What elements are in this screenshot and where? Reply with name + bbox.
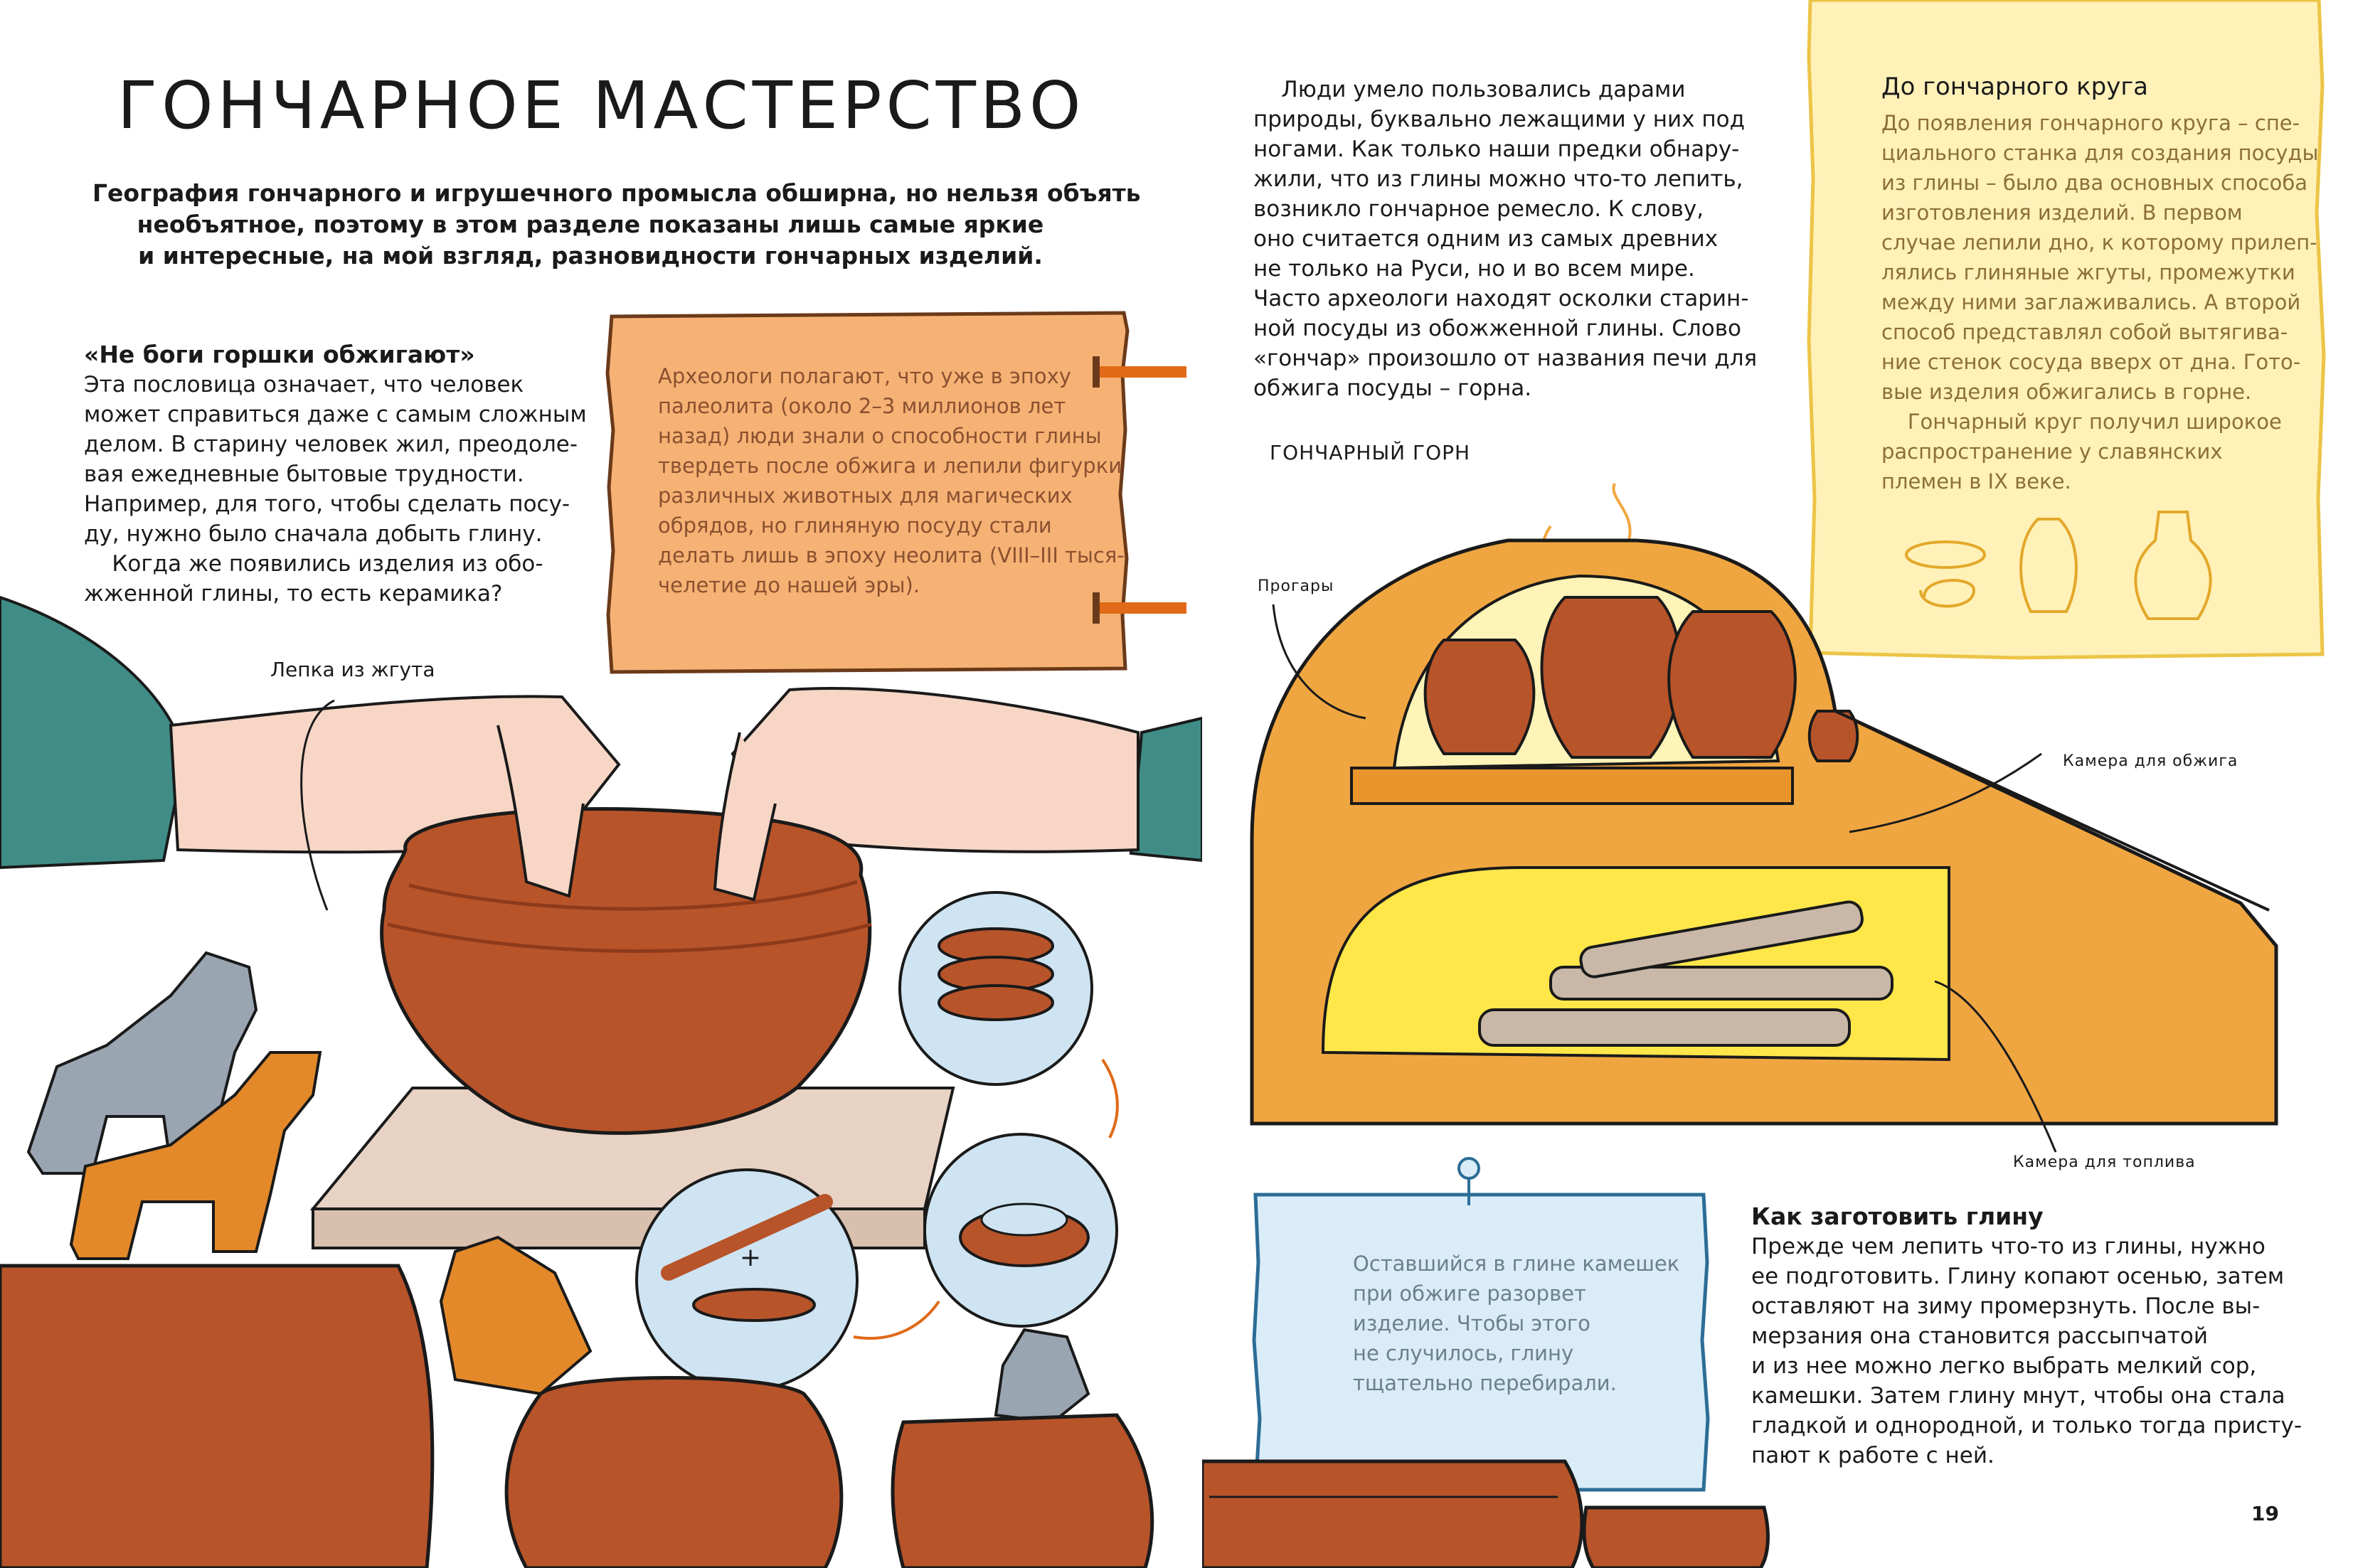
intro-line: География гончарного и игрушечного промысла обширна, но нельзя объять xyxy=(92,179,1141,207)
proverb-line: ду, нужно было сначала добыть глину. xyxy=(84,521,543,547)
column-line: природы, буквально лежащими у них под xyxy=(1253,107,1746,132)
scroll-line: палеолита (около 2–3 миллионов лет xyxy=(658,394,1066,418)
svg-text:+: + xyxy=(740,1243,762,1272)
scroll-note xyxy=(658,361,1125,600)
proverb-line: вая ежедневные бытовые трудности. xyxy=(84,462,524,487)
proverb-line: делом. В старину человек жил, преодоле- xyxy=(84,432,578,457)
proverb-line: Эта пословица означает, что человек xyxy=(84,372,524,398)
proverb-line: жженной глины, то есть керамика? xyxy=(84,581,503,607)
box-line: изготовления изделий. В первом xyxy=(1881,201,2243,225)
proverb-line: Когда же появились изделия из обо- xyxy=(84,551,543,577)
kiln-pot xyxy=(1542,597,1681,757)
column-line: ногами. Как только наши предки обнару- xyxy=(1253,137,1740,162)
clay-block xyxy=(1751,1202,2313,1471)
intro-line: необъятное, поэтому в этом разделе показаны лишь самые яркие xyxy=(137,210,1044,238)
scroll-line: делать лишь в эпоху неолита (VIII–III тыся- xyxy=(658,543,1125,567)
proverb-heading: «Не боги горшки обжигают» xyxy=(84,341,475,368)
scroll-line: Археологи полагают, что уже в эпоху xyxy=(658,364,1071,388)
right-sleeve xyxy=(1131,718,1202,860)
clay-line: мерзания она становится рассыпчатой xyxy=(1751,1323,2208,1349)
column-line: оно считается одним из самых древних xyxy=(1253,226,1719,252)
kiln-pot xyxy=(1425,640,1534,754)
bottom-pots-right xyxy=(1202,1454,1600,1568)
kiln-pot xyxy=(1669,612,1795,757)
box-text xyxy=(1881,108,2319,496)
bottom-pot-small xyxy=(1579,1500,1771,1568)
pin-icon xyxy=(1459,1158,1479,1178)
label-prograry: Прогары xyxy=(1258,577,1334,595)
kiln-illustration xyxy=(1238,455,2290,1173)
arrow-icon xyxy=(1103,1060,1117,1138)
scroll-line: челетие до нашей эры). xyxy=(658,573,920,597)
clay-line: гладкой и однородной, и только тогда присту- xyxy=(1751,1413,2302,1439)
label-firing-chamber: Камера для обжига xyxy=(2063,752,2238,770)
coil-label: Лепка из жгута xyxy=(270,658,435,681)
box-line: лялись глиняные жгуты, промежутки xyxy=(1881,260,2295,284)
clay-line: Прежде чем лепить что-то из глины, нужно xyxy=(1751,1234,2266,1259)
column-line: возникло гончарное ремесло. К слову, xyxy=(1253,196,1704,222)
page-title: ГОНЧАРНОЕ МАСТЕРСТВО xyxy=(117,68,1085,144)
note-line: при обжиге разорвет xyxy=(1353,1281,1586,1306)
intro-line: и интересные, на мой взгляд, разновидности гончарных изделий. xyxy=(138,242,1043,270)
note-line: изделие. Чтобы этого xyxy=(1353,1311,1590,1335)
box-line: между ними заглаживались. А второй xyxy=(1881,290,2301,314)
arrow-icon xyxy=(854,1301,939,1338)
middle-pot xyxy=(506,1378,841,1568)
log xyxy=(1480,1010,1849,1045)
small-gray-toy xyxy=(996,1330,1088,1422)
scroll-line: различных животных для магических xyxy=(658,484,1073,508)
column-line: Люди умело пользовались дарами xyxy=(1253,77,1686,102)
bull-toy xyxy=(441,1237,590,1394)
box-line: До появления гончарного круга – спе- xyxy=(1881,111,2300,135)
box-heading: До гончарного круга xyxy=(1881,73,2149,101)
box-line: циального станка для создания посуды xyxy=(1881,141,2319,165)
proverb-block xyxy=(84,340,596,609)
large-pot xyxy=(0,1266,432,1568)
column-line: не только на Руси, но и во всем мире. xyxy=(1253,256,1695,282)
column-line: обжига посуды – горна. xyxy=(1253,375,1532,401)
pot-being-made xyxy=(382,809,870,1133)
box-line: способ представлял собой вытягива- xyxy=(1881,320,2288,344)
column-line: жили, что из глины можно что-то лепить, xyxy=(1253,166,1743,192)
pebble-note xyxy=(1353,1249,1680,1398)
pottery-illustration xyxy=(0,583,1202,1568)
bottom-pot xyxy=(1202,1461,1582,1568)
column-line: «гончар» произошло от названия печи для xyxy=(1253,346,1758,371)
note-line: Оставшийся в глине камешек xyxy=(1353,1252,1680,1276)
left-sleeve xyxy=(0,597,185,868)
column-line: ной посуды из обожженной глины. Слово xyxy=(1253,316,1741,341)
clay-line: пают к работе с ней. xyxy=(1751,1443,1995,1468)
column-line: Часто археологи находят осколки старин- xyxy=(1253,286,1749,311)
scroll-pin-icon xyxy=(1095,366,1186,378)
note-line: не случилось, глину xyxy=(1353,1341,1574,1365)
clay-line: оставляют на зиму промерзнуть. После вы- xyxy=(1751,1294,2261,1319)
box-line: племен в IX веке. xyxy=(1881,469,2071,494)
intro-text xyxy=(92,178,1141,272)
page-number: 19 xyxy=(2251,1502,2279,1525)
scroll-line: обрядов, но глиняную посуду стали xyxy=(658,513,1052,538)
box-line: распространение у славянских xyxy=(1881,439,2223,464)
scroll-line: твердеть после обжига и лепили фигурки xyxy=(658,454,1122,478)
label-fuel-chamber: Камера для топлива xyxy=(2013,1153,2196,1171)
box-line: Гончарный круг получил широкое xyxy=(1881,410,2282,434)
clay-line: ее подготовить. Глину копают осенью, затем xyxy=(1751,1264,2285,1289)
proverb-line: Например, для того, чтобы сделать посу- xyxy=(84,491,570,517)
right-pot xyxy=(893,1415,1152,1568)
scroll-line: назад) люди знали о способности глины xyxy=(658,424,1102,448)
proverb-line: может справиться даже с самым сложным xyxy=(84,402,587,427)
note-line: тщательно перебирали. xyxy=(1353,1371,1617,1395)
box-line: случае лепили дно, к которому прилеп- xyxy=(1881,230,2317,255)
clay-heading: Как заготовить глину xyxy=(1751,1202,2044,1230)
right-column-text xyxy=(1253,75,1765,403)
kiln-heading: ГОНЧАРНЫЙ ГОРН xyxy=(1270,441,1471,464)
box-line: ние стенок сосуда вверх от дна. Гото- xyxy=(1881,350,2301,374)
clay-line: и из нее можно легко выбрать мелкий сор, xyxy=(1751,1353,2257,1379)
clay-line: камешки. Затем глину мнут, чтобы она стала xyxy=(1751,1383,2285,1409)
box-line: вые изделия обжигались в горне. xyxy=(1881,380,2252,404)
box-line: из глины – было два основных способа xyxy=(1881,171,2308,195)
